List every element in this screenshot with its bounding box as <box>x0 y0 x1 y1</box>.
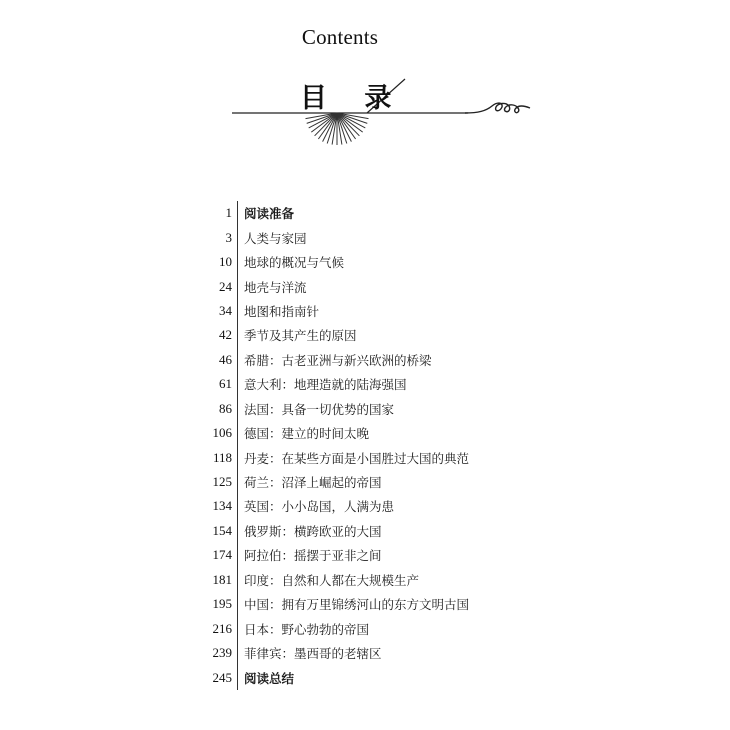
toc-entry <box>196 665 556 689</box>
toc-page-number: 154 <box>212 522 232 538</box>
toc-divider <box>237 323 238 347</box>
toc-title: 德国：建立的时间太晚 <box>244 426 370 442</box>
toc-divider <box>237 519 238 543</box>
toc-title: 法国：具备一切优势的国家 <box>244 401 395 417</box>
toc-entry <box>196 421 556 445</box>
toc-entry <box>196 543 556 567</box>
toc-page-number: 46 <box>219 351 232 367</box>
toc-entry <box>196 592 556 616</box>
toc-page-number: 34 <box>219 302 232 318</box>
toc-divider <box>237 543 238 567</box>
toc-entry <box>196 274 556 298</box>
toc-entry <box>196 641 556 665</box>
toc-page-number: 195 <box>212 596 232 612</box>
toc-divider <box>237 616 238 640</box>
toc-title: 阅读总结 <box>244 670 295 686</box>
toc-title: 意大利：地理造就的陆海强国 <box>244 377 407 393</box>
toc-entry <box>196 299 556 323</box>
toc-title: 荷兰：沼泽上崛起的帝国 <box>244 475 382 491</box>
toc-divider <box>237 641 238 665</box>
toc-title: 地图和指南针 <box>244 303 320 319</box>
toc-entry <box>196 348 556 372</box>
toc-title: 中国：拥有万里锦绣河山的东方文明古国 <box>244 597 470 613</box>
flourish-swash <box>465 103 530 113</box>
toc-title: 阿拉伯：摇摆于亚非之间 <box>244 548 382 564</box>
toc-page-number: 118 <box>212 449 232 465</box>
toc-page-number: 10 <box>219 254 232 270</box>
toc-title: 菲律宾：墨西哥的老辖区 <box>244 646 382 662</box>
toc-divider <box>237 592 238 616</box>
toc-page-number: 216 <box>212 620 232 636</box>
toc-page-number: 24 <box>219 278 232 294</box>
toc-divider <box>237 470 238 494</box>
toc-entry <box>196 323 556 347</box>
toc-divider <box>237 225 238 249</box>
toc-entry <box>196 372 556 396</box>
toc-divider <box>237 201 238 225</box>
toc-entry <box>196 616 556 640</box>
toc-divider <box>237 421 238 445</box>
toc-divider <box>237 494 238 518</box>
toc-divider <box>237 372 238 396</box>
toc-entry <box>196 445 556 469</box>
toc-title: 阅读准备 <box>244 206 295 222</box>
english-contents-heading: Contents <box>301 25 379 49</box>
toc-page-number: 106 <box>212 425 232 441</box>
toc-title: 地球的概况与气候 <box>244 255 345 271</box>
toc-title: 人类与家园 <box>244 230 307 246</box>
toc-divider <box>237 568 238 592</box>
toc-page-number: 61 <box>219 376 232 392</box>
sunburst-rays <box>306 113 369 145</box>
toc-title: 希腊：古老亚洲与新兴欧洲的桥梁 <box>244 352 432 368</box>
toc-divider <box>237 397 238 421</box>
toc-divider <box>237 665 238 689</box>
toc-page-number: 134 <box>212 498 232 514</box>
toc-page-number: 239 <box>212 645 232 661</box>
toc-entry <box>196 225 556 249</box>
toc-page-number: 42 <box>219 327 232 343</box>
chinese-contents-title: 目 录 <box>300 83 406 114</box>
toc-title: 日本：野心勃勃的帝国 <box>244 621 370 637</box>
toc-page-number: 86 <box>219 400 232 416</box>
toc-entry <box>196 201 556 225</box>
toc-entry <box>196 519 556 543</box>
toc-divider <box>237 250 238 274</box>
toc-entry <box>196 397 556 421</box>
toc-divider <box>237 299 238 323</box>
toc-entry <box>196 470 556 494</box>
toc-title: 季节及其产生的原因 <box>244 328 357 344</box>
toc-title: 印度：自然和人都在大规模生产 <box>244 572 420 588</box>
toc-page-number: 181 <box>212 571 232 587</box>
toc-divider <box>237 445 238 469</box>
toc-entry <box>196 494 556 518</box>
toc-entry <box>196 568 556 592</box>
toc-title: 俄罗斯：横跨欧亚的大国 <box>244 523 382 539</box>
toc-title: 丹麦：在某些方面是小国胜过大国的典范 <box>244 450 470 466</box>
toc-page-number: 174 <box>212 547 232 563</box>
table-of-contents <box>196 201 556 690</box>
toc-divider <box>237 274 238 298</box>
toc-title: 地壳与洋流 <box>244 279 307 295</box>
toc-page-number: 1 <box>225 205 232 221</box>
toc-title: 英国：小小岛国，人满为患 <box>244 499 395 515</box>
toc-page-number: 3 <box>225 229 232 245</box>
toc-entry <box>196 250 556 274</box>
toc-divider <box>237 348 238 372</box>
toc-page-number: 245 <box>212 669 232 685</box>
toc-page-number: 125 <box>212 474 232 490</box>
